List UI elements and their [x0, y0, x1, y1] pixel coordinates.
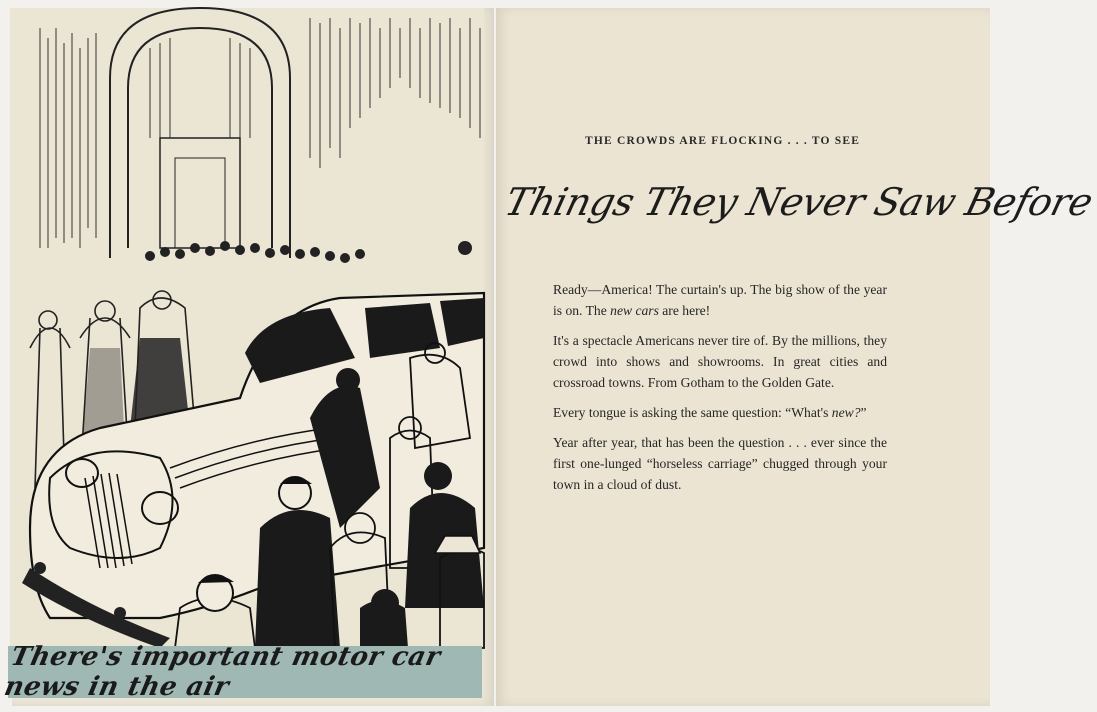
- illustration-caption: There's important motor car news in the air: [1, 642, 444, 702]
- paragraph-1-emphasis: new cars: [610, 303, 659, 318]
- paragraph-3-emphasis: new?: [831, 405, 861, 420]
- body-copy: [553, 279, 887, 504]
- paragraph-3-end: ”: [860, 405, 867, 420]
- paragraph-3: [553, 402, 887, 423]
- paragraph-1-text: Ready—America! The curtain's up. The big show of the year is on. The: [553, 282, 887, 318]
- headline: Things They Never Saw Before: [500, 180, 1097, 224]
- paragraph-2: It's a spectacle Americans never tire of. By the millions, they crowd into shows and showrooms. In great cities and crossroad towns. From Gotham to the Golden Gate.: [553, 333, 887, 390]
- paragraph-1-end: are here!: [658, 303, 711, 318]
- paragraph-3-text: Every tongue is asking the same question: “What's: [553, 405, 832, 420]
- kicker-heading: THE CROWDS ARE FLOCKING . . . TO SEE: [585, 135, 861, 147]
- paragraph-4: Year after year, that has been the question . . . ever since the first one-lunged “horseless carriage” chugged through your town in a cloud of dust.: [553, 435, 887, 492]
- crowd-car-illustration: [10, 8, 484, 648]
- paragraph-1: [553, 279, 887, 321]
- caption-band: [1, 642, 482, 702]
